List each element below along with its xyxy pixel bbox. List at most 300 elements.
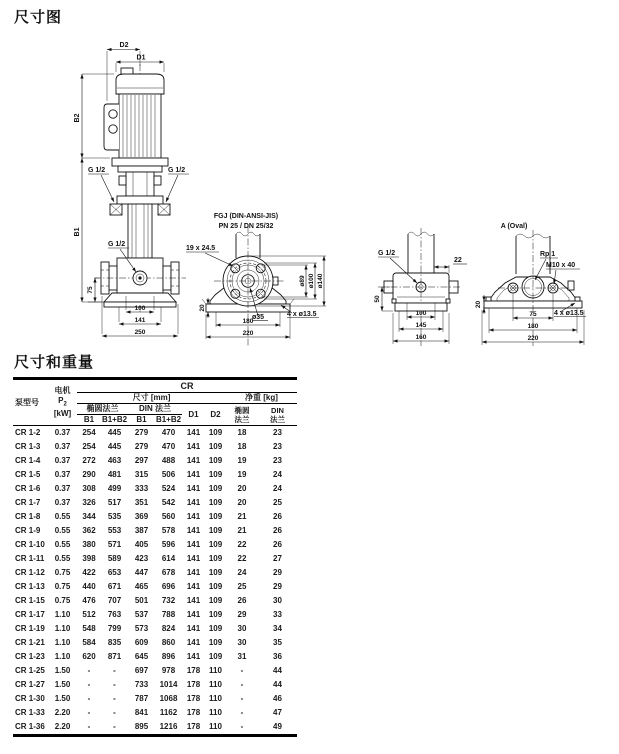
cell-weight-din: 25 xyxy=(273,498,282,507)
dim-label-d100: ø100 xyxy=(308,273,315,289)
cell-d1: 141 xyxy=(186,512,201,521)
cell-din-b1b2: 614 xyxy=(161,554,176,563)
cell-din-b1: 609 xyxy=(134,638,149,647)
cell-d2: 109 xyxy=(208,428,223,437)
cell-p2: 0.55 xyxy=(54,526,71,535)
cell-model: CR 1-10 xyxy=(15,540,45,549)
cell-d1: 178 xyxy=(186,694,201,703)
cell-d1: 141 xyxy=(186,442,201,451)
cell-d1: 141 xyxy=(186,568,201,577)
cell-weight-din: 24 xyxy=(273,484,282,493)
cell-weight-din: 34 xyxy=(273,624,282,633)
cell-d2: 110 xyxy=(209,708,222,717)
header-net-weight: 净重 [kg] xyxy=(226,393,297,404)
cell-model: CR 1-30 xyxy=(15,694,45,703)
table-row xyxy=(13,510,297,524)
cell-oval-b1b2: 463 xyxy=(107,456,122,465)
cell-din-b1b2: 824 xyxy=(161,624,176,633)
cell-din-b1: 537 xyxy=(134,610,149,619)
cell-oval-b1: 254 xyxy=(82,428,96,437)
label-base-holes: 4 x ø13.5 xyxy=(554,310,584,317)
port-label-g12-drain: G 1/2 xyxy=(108,241,126,248)
cell-weight-din: 26 xyxy=(273,512,282,521)
motor-body xyxy=(119,94,161,158)
cell-p2: 1.10 xyxy=(54,610,71,619)
cell-weight-din: 23 xyxy=(273,428,282,437)
label-rp1: Rp 1 xyxy=(540,251,556,258)
cell-din-b1: 405 xyxy=(134,540,149,549)
cell-din-b1b2: 542 xyxy=(161,498,176,507)
cable-entry xyxy=(109,125,117,133)
dim-label-160: 160 xyxy=(415,334,427,341)
cell-model: CR 1-19 xyxy=(15,624,45,633)
dim-label-d89: ø89 xyxy=(299,275,306,287)
cell-din-b1b2: 732 xyxy=(161,596,176,605)
fgj-flange-view xyxy=(186,213,326,346)
cell-din-b1b2: 470 xyxy=(161,428,176,437)
cell-weight-oval: - xyxy=(240,694,244,703)
dim-label-d1: D1 xyxy=(136,54,146,62)
cell-oval-b1: 308 xyxy=(82,484,96,493)
dim-label-75: 75 xyxy=(529,311,537,318)
pump-head-plate xyxy=(117,196,163,204)
cable-entry xyxy=(109,110,117,118)
dim-label-50: 50 xyxy=(374,295,381,303)
table-body xyxy=(13,426,297,736)
cell-din-b1: 787 xyxy=(134,694,149,703)
cell-din-b1: 501 xyxy=(134,596,149,605)
cell-model: CR 1-2 xyxy=(15,428,41,437)
cell-din-b1b2: 506 xyxy=(161,470,176,479)
cell-oval-b1b2: 671 xyxy=(107,582,122,591)
port-label-g12-right: G 1/2 xyxy=(168,167,186,174)
cell-weight-din: 46 xyxy=(273,694,282,703)
cell-din-b1b2: 978 xyxy=(161,666,176,675)
dim-label-b2: B2 xyxy=(74,113,81,123)
motor-lifting-lug xyxy=(121,68,133,74)
table-row xyxy=(13,482,297,496)
cell-oval-b1b2: 481 xyxy=(107,470,122,479)
cell-model: CR 1-6 xyxy=(15,484,41,493)
dim-label-145: 145 xyxy=(415,322,427,329)
cell-din-b1: 369 xyxy=(134,512,149,521)
cell-oval-b1: 584 xyxy=(82,638,96,647)
cell-p2: 1.10 xyxy=(54,652,71,661)
cell-p2: 0.37 xyxy=(54,428,71,437)
motor-label: 电机 xyxy=(54,385,71,395)
cell-weight-din: 30 xyxy=(273,596,282,605)
cell-p2: 0.55 xyxy=(54,554,71,563)
motor-unit: [kW] xyxy=(53,409,72,419)
cell-d1: 141 xyxy=(186,582,201,591)
cell-weight-oval: 21 xyxy=(237,526,247,535)
header-cr-group: CR xyxy=(77,379,297,393)
cell-weight-din: 23 xyxy=(273,456,282,465)
cell-weight-oval: 30 xyxy=(237,624,247,633)
cell-din-b1b2: 524 xyxy=(161,484,176,493)
table-row xyxy=(13,594,297,608)
cell-d2: 109 xyxy=(208,638,223,647)
coupling-lantern xyxy=(126,172,154,196)
dim-label-75: 75 xyxy=(87,286,94,294)
cell-weight-din: 24 xyxy=(273,470,282,479)
cell-model: CR 1-27 xyxy=(15,680,45,689)
cell-din-b1: 841 xyxy=(134,708,149,717)
fgj-title-line2: PN 25 / DN 25/32 xyxy=(218,223,274,230)
table-row xyxy=(13,440,297,454)
cell-oval-b1b2: - xyxy=(113,666,116,675)
cell-din-b1: 465 xyxy=(134,582,149,591)
table-row xyxy=(13,538,297,552)
cell-oval-b1: - xyxy=(87,666,91,675)
cell-oval-b1: - xyxy=(87,680,91,689)
cell-d1: 141 xyxy=(186,470,201,479)
cell-d1: 141 xyxy=(186,554,201,563)
cell-oval-b1: - xyxy=(87,694,91,703)
cell-weight-oval: 20 xyxy=(237,484,247,493)
cell-d2: 109 xyxy=(208,610,223,619)
cell-d2: 109 xyxy=(208,554,223,563)
cell-p2: 0.37 xyxy=(54,498,71,507)
cell-din-b1b2: 1014 xyxy=(159,680,178,689)
cell-model: CR 1-11 xyxy=(15,554,45,563)
cell-din-b1b2: 696 xyxy=(161,582,176,591)
cell-d2: 109 xyxy=(208,442,223,451)
cell-oval-b1: 476 xyxy=(82,596,96,605)
cell-weight-din: 33 xyxy=(273,610,282,619)
header-din-flange: DIN 法兰 xyxy=(128,404,182,415)
dim-label-141: 141 xyxy=(134,317,146,324)
header-oval-b1b2: B1+B2 xyxy=(101,415,128,424)
table-row xyxy=(13,678,297,692)
cell-oval-b1b2: - xyxy=(113,708,116,717)
dim-label-100: 100 xyxy=(415,310,427,317)
motor-flange xyxy=(112,158,168,166)
pump-dimension-drawing xyxy=(0,0,619,352)
cell-oval-b1: 254 xyxy=(82,442,96,451)
cell-d1: 178 xyxy=(186,680,201,689)
header-d1: D1 xyxy=(182,404,205,426)
cell-d2: 109 xyxy=(208,596,223,605)
cell-p2: 1.10 xyxy=(54,624,71,633)
table-row xyxy=(13,566,297,580)
dim-label-d140: ø140 xyxy=(317,273,324,289)
table-header xyxy=(13,379,297,426)
cell-d1: 141 xyxy=(186,624,201,633)
table-row xyxy=(13,524,297,538)
table-row xyxy=(13,664,297,678)
cell-din-b1: 297 xyxy=(134,456,149,465)
dim-label-22: 22 xyxy=(454,257,462,264)
cell-din-b1b2: 578 xyxy=(161,526,176,535)
cell-oval-b1: 512 xyxy=(82,610,96,619)
header-oval-flange: 椭圆法兰 xyxy=(77,404,128,415)
cell-model: CR 1-36 xyxy=(15,722,45,731)
cell-oval-b1b2: 553 xyxy=(107,526,122,535)
header-din-b1: B1 xyxy=(128,415,155,426)
cell-weight-oval: 22 xyxy=(237,540,247,549)
cell-weight-oval: 20 xyxy=(237,498,247,507)
cell-din-b1: 423 xyxy=(134,554,149,563)
cell-din-b1: 447 xyxy=(134,568,149,577)
cell-oval-b1: - xyxy=(87,722,91,731)
label-base-holes: 4 x ø13.5 xyxy=(287,311,317,318)
cell-d1: 141 xyxy=(186,456,201,465)
cell-d2: 110 xyxy=(209,666,222,675)
port-label-g12-left: G 1/2 xyxy=(88,167,106,174)
cell-din-b1b2: 470 xyxy=(161,442,176,451)
header-motor-p2 xyxy=(48,379,77,426)
base-plate xyxy=(104,293,176,302)
cell-weight-din: 44 xyxy=(273,666,282,675)
cell-p2: 2.20 xyxy=(54,722,71,731)
cell-d1: 141 xyxy=(186,596,201,605)
dim-label-100: 100 xyxy=(134,305,146,312)
dim-label-d2: D2 xyxy=(119,42,129,49)
cell-din-b1: 315 xyxy=(134,470,149,479)
cell-oval-b1b2: 445 xyxy=(107,428,122,437)
cell-d2: 109 xyxy=(208,526,223,535)
cell-oval-b1: 272 xyxy=(82,456,96,465)
cell-d2: 109 xyxy=(208,512,223,521)
cell-din-b1: 279 xyxy=(134,428,149,437)
motor-cap xyxy=(116,74,164,94)
cell-d2: 109 xyxy=(208,498,223,507)
cell-oval-b1b2: 535 xyxy=(107,512,122,521)
cell-d1: 141 xyxy=(186,610,201,619)
cell-p2: 0.37 xyxy=(54,456,71,465)
table-row xyxy=(13,496,297,510)
cell-d2: 109 xyxy=(208,540,223,549)
cell-weight-oval: 26 xyxy=(237,596,247,605)
cell-oval-b1b2: 517 xyxy=(107,498,122,507)
cell-d1: 141 xyxy=(186,428,201,437)
cell-oval-b1: 326 xyxy=(82,498,96,507)
cell-d2: 109 xyxy=(208,568,223,577)
cell-oval-b1b2: 445 xyxy=(107,442,122,451)
cell-p2: 0.75 xyxy=(54,582,71,591)
cell-oval-b1: 362 xyxy=(82,526,96,535)
table-row xyxy=(13,636,297,650)
main-elevation-view xyxy=(74,42,189,336)
cell-oval-b1: 422 xyxy=(82,568,96,577)
fgj-title-line1: FGJ (DIN-ANSI-JIS) xyxy=(213,213,279,220)
cell-oval-b1b2: 653 xyxy=(107,568,122,577)
cell-d1: 141 xyxy=(186,498,201,507)
cell-oval-b1b2: - xyxy=(113,722,116,731)
cell-weight-oval: 31 xyxy=(237,652,247,661)
oval-chamber-side-view xyxy=(374,228,467,346)
cell-p2: 0.75 xyxy=(54,596,71,605)
header-weight-oval: 椭圆 法兰 xyxy=(226,404,258,426)
cell-oval-b1b2: - xyxy=(113,694,116,703)
cell-weight-oval: 21 xyxy=(237,512,247,521)
cell-weight-oval: 30 xyxy=(237,638,247,647)
cell-model: CR 1-7 xyxy=(15,498,41,507)
table-section-title: 尺寸和重量 xyxy=(14,354,95,371)
cell-d2: 110 xyxy=(209,722,222,731)
cell-oval-b1: 290 xyxy=(82,470,96,479)
cell-weight-din: 29 xyxy=(273,582,282,591)
label-m10x40: M10 x 40 xyxy=(546,262,576,269)
cell-p2: 1.50 xyxy=(54,666,71,675)
cell-weight-oval: - xyxy=(240,680,244,689)
header-d2: D2 xyxy=(205,404,226,426)
cell-weight-din: 35 xyxy=(273,638,282,647)
cell-din-b1: 573 xyxy=(134,624,149,633)
cell-weight-din: 49 xyxy=(273,722,282,731)
header-weight-din: DIN 法兰 xyxy=(258,404,297,426)
table-row xyxy=(13,454,297,468)
cell-weight-oval: - xyxy=(240,722,244,731)
cell-model: CR 1-5 xyxy=(15,470,41,479)
cell-model: CR 1-9 xyxy=(15,526,41,535)
cell-din-b1b2: 896 xyxy=(161,652,176,661)
table-row xyxy=(13,692,297,706)
drawing-section-title: 尺寸图 xyxy=(14,9,63,26)
cell-oval-b1b2: - xyxy=(113,680,116,689)
cell-weight-oval: 22 xyxy=(237,554,247,563)
cell-weight-oval: 19 xyxy=(237,470,247,479)
cell-din-b1b2: 560 xyxy=(161,512,176,521)
cell-oval-b1: 620 xyxy=(82,652,96,661)
cell-d1: 141 xyxy=(186,638,201,647)
cell-p2: 1.50 xyxy=(54,680,71,689)
cell-weight-oval: 18 xyxy=(237,428,247,437)
table-row xyxy=(13,580,297,594)
cell-d2: 109 xyxy=(208,652,223,661)
cell-din-b1: 895 xyxy=(134,722,149,731)
cell-oval-b1: 344 xyxy=(82,512,96,521)
cell-oval-b1b2: 763 xyxy=(107,610,122,619)
cell-oval-b1b2: 799 xyxy=(107,624,122,633)
cell-weight-oval: - xyxy=(240,666,244,675)
cell-model: CR 1-3 xyxy=(15,442,41,451)
cell-d1: 141 xyxy=(186,484,201,493)
cell-weight-oval: 25 xyxy=(237,582,247,591)
cell-d1: 178 xyxy=(186,722,201,731)
cell-oval-b1: 380 xyxy=(82,540,96,549)
cell-model: CR 1-25 xyxy=(15,666,45,675)
cell-oval-b1b2: 835 xyxy=(107,638,122,647)
dimensions-weight-table xyxy=(13,377,297,737)
cell-oval-b1: 440 xyxy=(82,582,96,591)
cell-din-b1b2: 788 xyxy=(161,610,176,619)
cell-d2: 109 xyxy=(208,582,223,591)
cell-weight-din: 29 xyxy=(273,568,282,577)
label-bolt-slots: 19 x 24.5 xyxy=(186,245,216,252)
cell-p2: 0.75 xyxy=(54,568,71,577)
cell-d2: 109 xyxy=(208,484,223,493)
cell-p2: 0.37 xyxy=(54,442,71,451)
cell-din-b1b2: 596 xyxy=(161,540,176,549)
table-row xyxy=(13,608,297,622)
cell-din-b1b2: 860 xyxy=(161,638,176,647)
dim-label-20: 20 xyxy=(475,300,482,309)
cell-model: CR 1-13 xyxy=(15,582,45,591)
cell-d1: 141 xyxy=(186,652,201,661)
cell-weight-oval: - xyxy=(240,708,244,717)
table-row xyxy=(13,706,297,720)
cell-model: CR 1-12 xyxy=(15,568,45,577)
cell-weight-din: 44 xyxy=(273,680,282,689)
cell-weight-din: 26 xyxy=(273,540,282,549)
dim-label-180: 180 xyxy=(527,323,539,330)
cell-p2: 1.10 xyxy=(54,638,71,647)
cell-din-b1b2: 488 xyxy=(161,456,176,465)
cell-d2: 109 xyxy=(208,456,223,465)
cell-d2: 110 xyxy=(209,694,222,703)
cell-p2: 0.55 xyxy=(54,540,71,549)
cell-oval-b1b2: 499 xyxy=(107,484,122,493)
cell-model: CR 1-4 xyxy=(15,456,41,465)
table-row xyxy=(13,552,297,566)
cell-model: CR 1-15 xyxy=(15,596,45,605)
cell-weight-oval: 24 xyxy=(237,568,247,577)
table-row xyxy=(13,622,297,636)
cell-d2: 109 xyxy=(208,470,223,479)
cell-p2: 0.37 xyxy=(54,470,71,479)
cell-din-b1b2: 1068 xyxy=(159,694,178,703)
cell-weight-din: 27 xyxy=(273,554,282,563)
cell-model: CR 1-8 xyxy=(15,512,41,521)
cell-oval-b1: 548 xyxy=(82,624,96,633)
cell-din-b1: 333 xyxy=(134,484,149,493)
header-din-b1b2: B1+B2 xyxy=(155,415,182,424)
dim-label-180: 180 xyxy=(242,318,254,325)
cell-weight-din: 36 xyxy=(273,652,282,661)
cell-p2: 0.37 xyxy=(54,484,71,493)
cell-weight-oval: 29 xyxy=(237,610,247,619)
cell-oval-b1b2: 707 xyxy=(107,596,122,605)
cell-model: CR 1-23 xyxy=(15,652,45,661)
cell-d2: 110 xyxy=(209,680,222,689)
cell-din-b1: 279 xyxy=(134,442,149,451)
chamber-stack xyxy=(128,204,152,258)
cell-din-b1: 733 xyxy=(134,680,149,689)
dim-label-b1: B1 xyxy=(74,227,81,237)
dim-label-220: 220 xyxy=(527,335,539,342)
dim-label-20: 20 xyxy=(199,304,206,312)
motor-p2: $P_2$ xyxy=(58,395,67,408)
cell-p2: 0.55 xyxy=(54,512,71,521)
cell-weight-oval: 18 xyxy=(237,442,247,451)
cell-din-b1: 697 xyxy=(134,666,149,675)
cell-oval-b1b2: 589 xyxy=(107,554,122,563)
cell-d1: 141 xyxy=(186,526,201,535)
header-dimensions: 尺寸 [mm] xyxy=(77,393,226,404)
cell-weight-din: 26 xyxy=(273,526,282,535)
cell-din-b1b2: 1162 xyxy=(159,708,178,717)
cell-din-b1: 387 xyxy=(134,526,149,535)
cell-model: CR 1-21 xyxy=(15,638,45,647)
cell-model: CR 1-17 xyxy=(15,610,45,619)
dim-label-250: 250 xyxy=(134,329,146,336)
cell-din-b1: 645 xyxy=(134,652,149,661)
cell-model: CR 1-33 xyxy=(15,708,45,717)
cell-p2: 2.20 xyxy=(54,708,71,717)
cell-din-b1b2: 1216 xyxy=(159,722,178,731)
header-oval-b1: B1 xyxy=(77,415,101,426)
table-row xyxy=(13,720,297,736)
table-row xyxy=(13,426,297,441)
cell-d1: 141 xyxy=(186,540,201,549)
cell-d2: 109 xyxy=(208,624,223,633)
cell-weight-din: 23 xyxy=(273,442,282,451)
cell-p2: 1.50 xyxy=(54,694,71,703)
port-label-g12: G 1/2 xyxy=(378,250,396,257)
table-row xyxy=(13,650,297,664)
